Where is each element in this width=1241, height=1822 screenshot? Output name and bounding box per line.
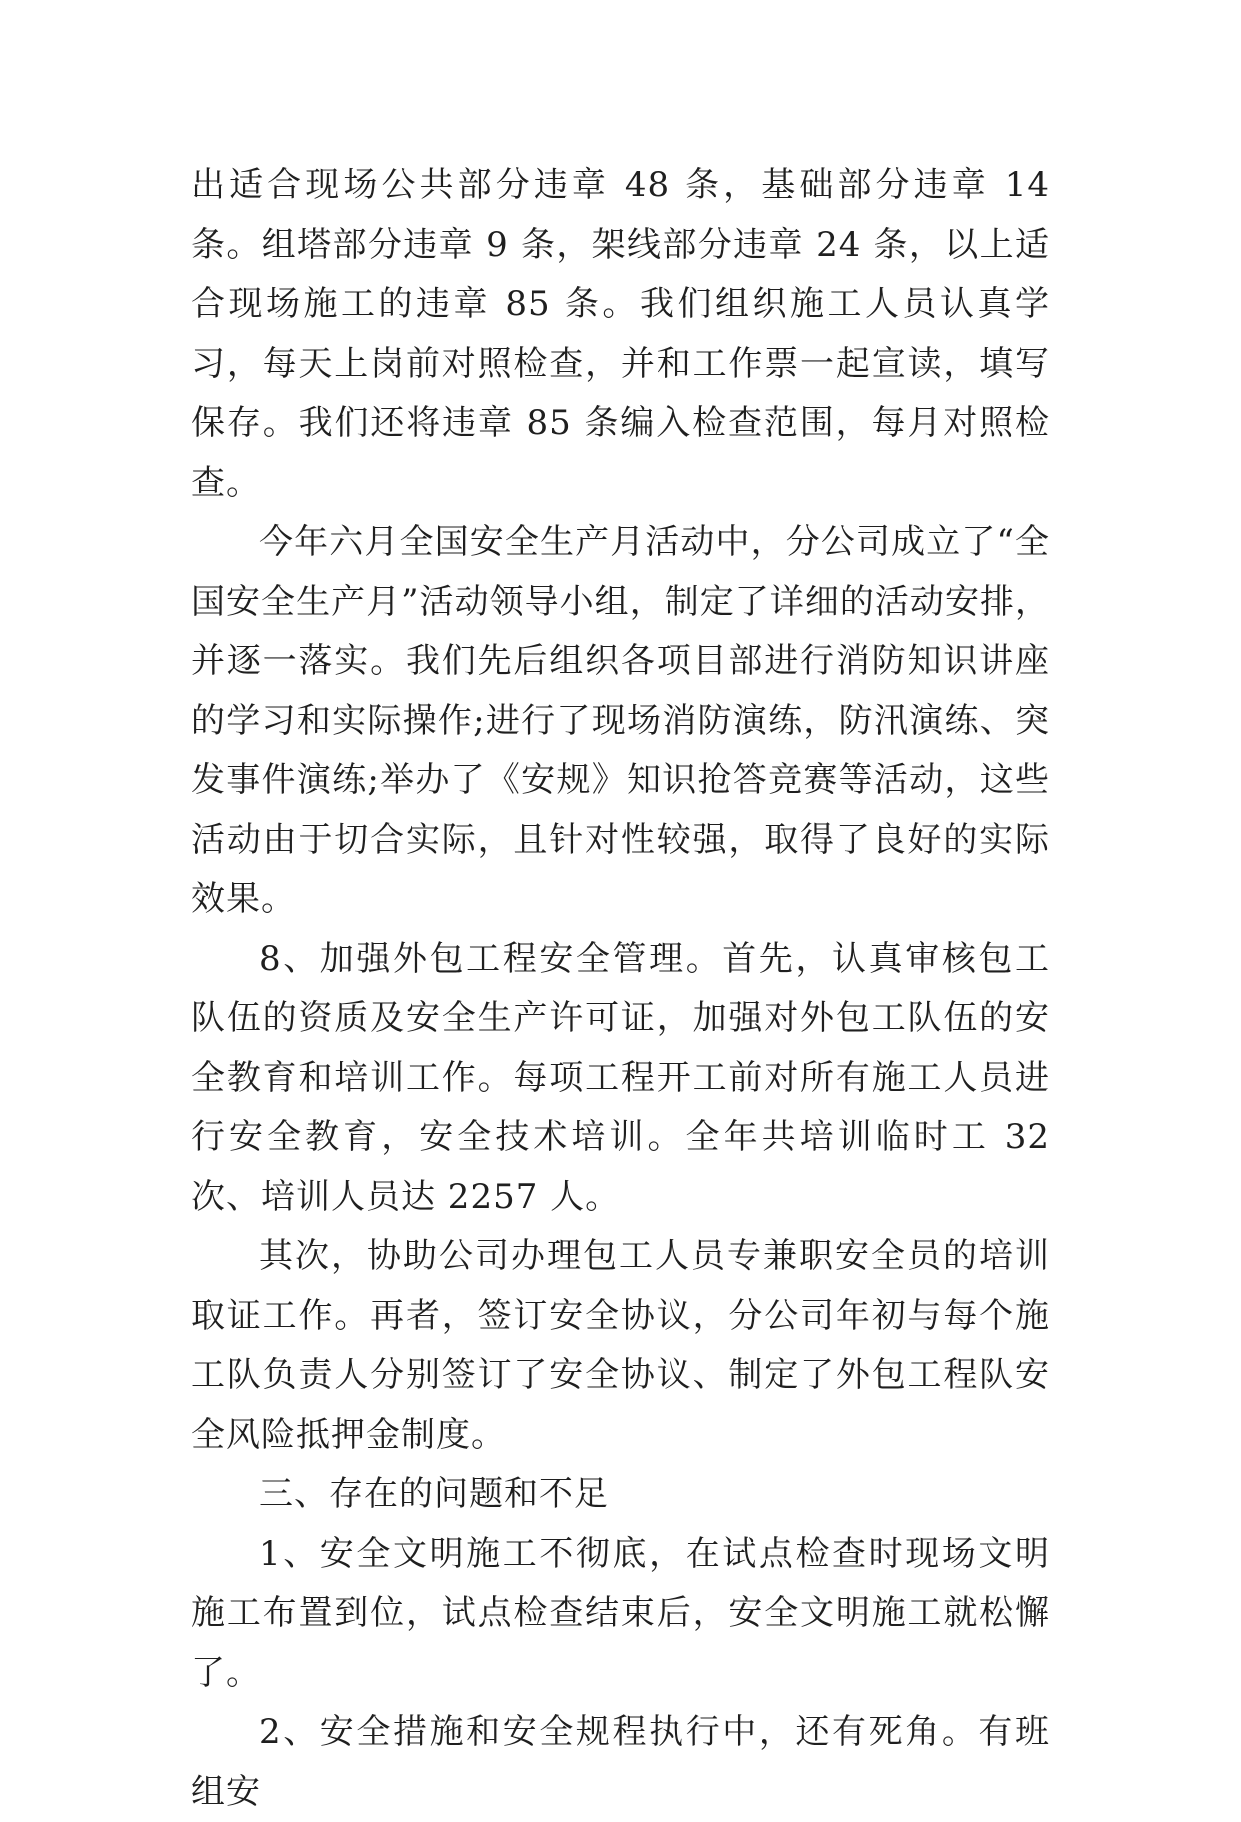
paragraph-safety-month: 今年六月全国安全生产月活动中，分公司成立了“全国安全生产月”活动领导小组，制定了详细的活动安排，并逐一落实。我们先后组织各项目部进行消防知识讲座的学习和实际操作;进行了现场消防演练，防汛演练、突发事件演练;举办了《安规》知识抢答竞赛等活动，这些活动由于切合实际，且针对性较强，取得了良好的实际效果。	[191, 522, 1050, 919]
paragraph-violations: 出适合现场公共部分违章 48 条，基础部分违章 14 条。组塔部分违章 9 条，架线部分违章 24 条，以上适合现场施工的违章 85 条。我们组织施工人员认真学习，每天上岗前对照检查，并和工作票一起宣读，填写保存。我们还将违章 85 条编入检查范围，每月对照检查。	[191, 165, 1050, 503]
section-heading-problems: 三、存在的问题和不足	[259, 1474, 609, 1514]
paragraph-problem-1: 1、安全文明施工不彻底，在试点检查时现场文明施工布置到位，试点检查结束后，安全文明施工就松懈了。	[191, 1533, 1050, 1693]
paragraph-problem-2: 2、安全措施和安全规程执行中，还有死角。有班组安	[191, 1712, 1050, 1812]
paragraph-agreements: 其次，协助公司办理包工人员专兼职安全员的培训取证工作。再者，签订安全协议，分公司年初与每个施工队负责人分别签订了安全协议、制定了外包工程队安全风险抵押金制度。	[191, 1236, 1050, 1455]
paragraph-outsourcing: 8、加强外包工程安全管理。首先，认真审核包工队伍的资质及安全生产许可证，加强对外包工队伍的安全教育和培训工作。每项工程开工前对所有施工人员进行安全教育，安全技术培训。全年共培训临时工 32 次、培训人员达 2257 人。	[191, 938, 1050, 1217]
